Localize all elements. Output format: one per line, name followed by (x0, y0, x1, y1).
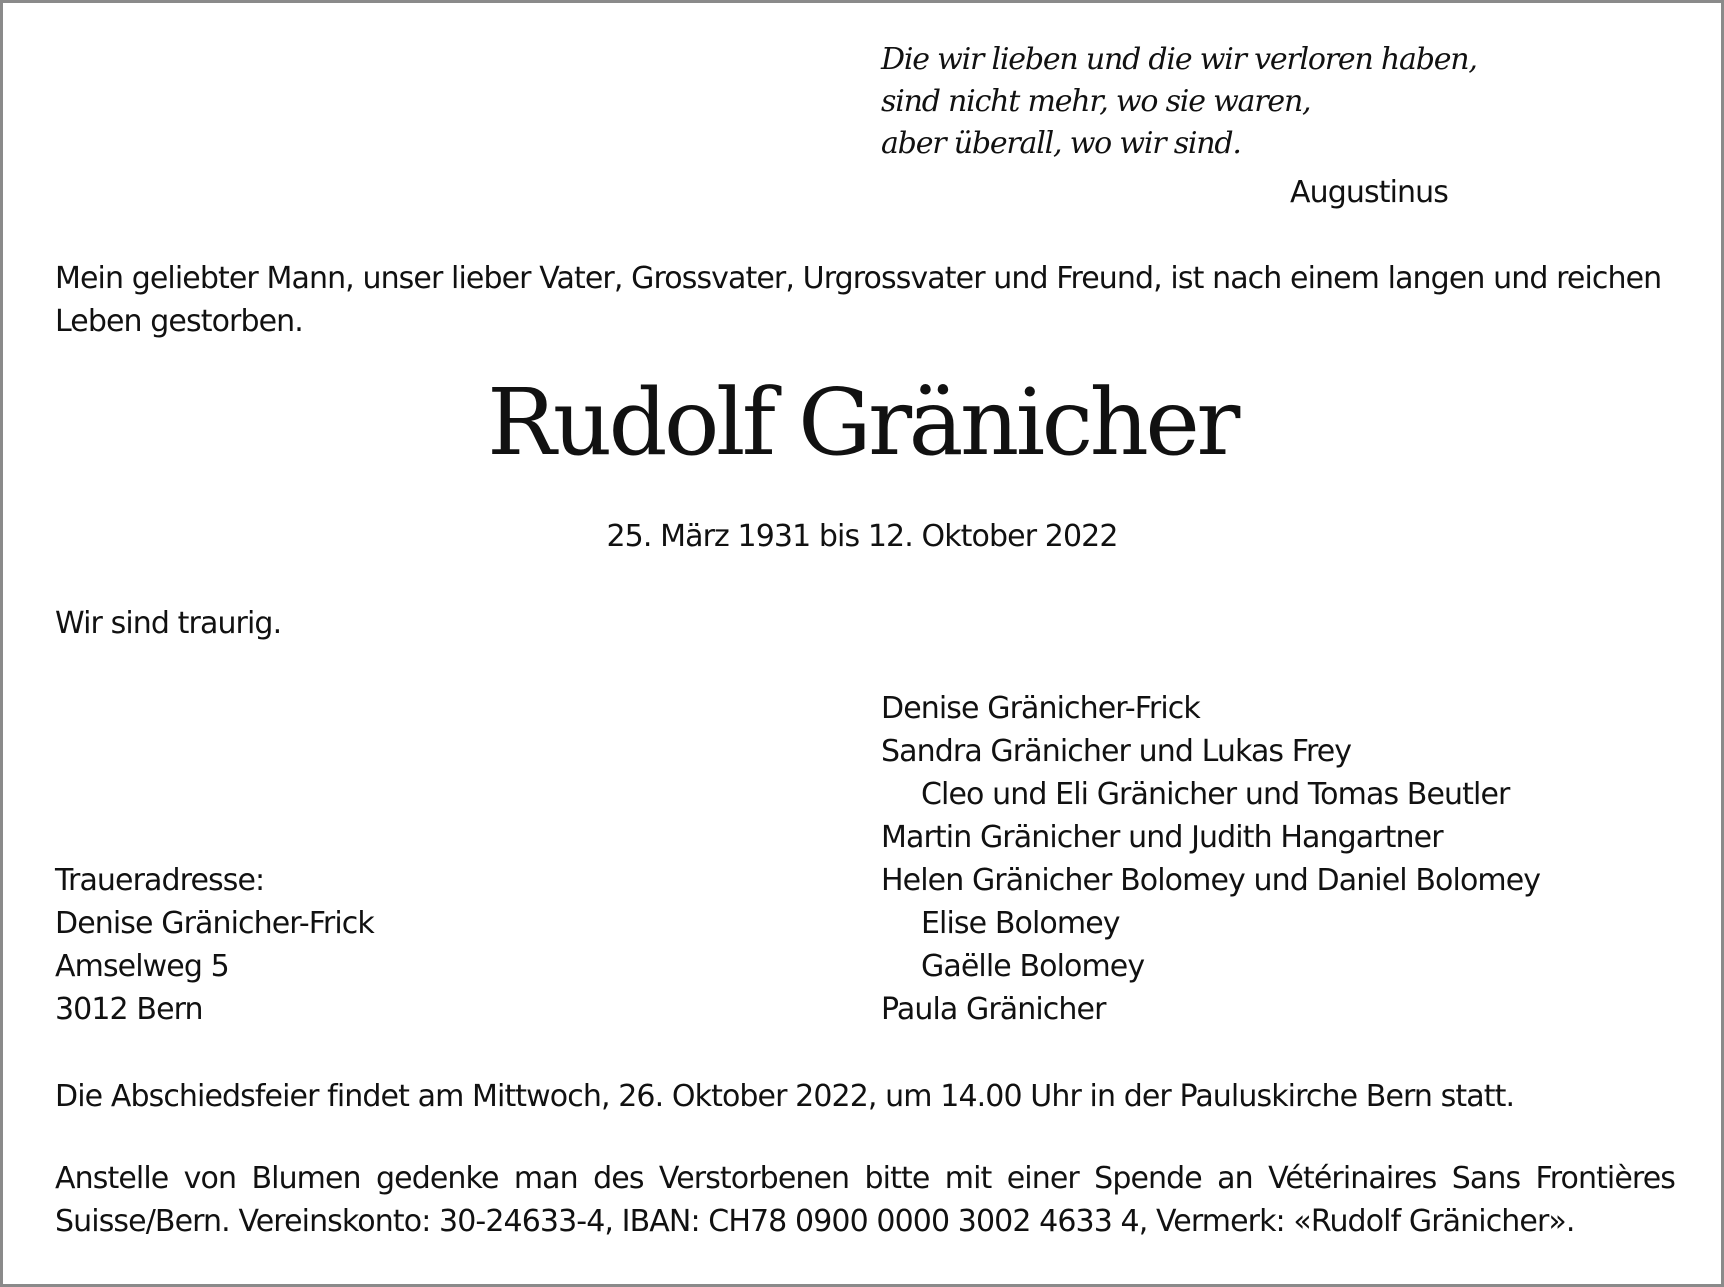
address-street: Amselweg 5 (55, 949, 229, 984)
mourners-list (881, 687, 1540, 1031)
donation-line: Anstelle von Blumen gedenke man des Verstorbenen bitte mit einer Spende an Vétérinaires Sans Frontières (55, 1161, 1675, 1196)
quote-poem (881, 39, 1477, 165)
quote-line: sind nicht mehr, wo sie waren, (881, 84, 1311, 119)
quote-author: Augustinus (1290, 175, 1448, 210)
mourning-address (55, 859, 374, 1031)
sentiment-text: Wir sind traurig. (55, 606, 282, 641)
quote-line: Die wir lieben und die wir verloren haben, (881, 42, 1477, 77)
donation-info (55, 1157, 1675, 1243)
mourner-entry: Elise Bolomey (921, 906, 1120, 941)
address-label: Traueradresse: (55, 863, 265, 898)
address-city: 3012 Bern (55, 992, 203, 1027)
deceased-name: Rudolf Gränicher (487, 369, 1237, 476)
mourner-entry: Cleo und Eli Gränicher und Tomas Beutler (921, 777, 1510, 812)
mourner-entry: Martin Gränicher und Judith Hangartner (881, 820, 1443, 855)
intro-text: Mein geliebter Mann, unser lieber Vater, Grossvater, Urgrossvater und Freund, ist nach einem langen und reichen Leben gestorben. (55, 261, 1662, 339)
ceremony-info: Die Abschiedsfeier findet am Mittwoch, 26. Oktober 2022, um 14.00 Uhr in der Pauluskirche Bern statt. (55, 1079, 1515, 1114)
life-dates: 25. März 1931 bis 12. Oktober 2022 (606, 519, 1118, 554)
address-name: Denise Gränicher-Frick (55, 906, 374, 941)
mourner-entry: Sandra Gränicher und Lukas Frey (881, 734, 1352, 769)
mourner-entry: Paula Gränicher (881, 992, 1106, 1027)
mourner-entry: Denise Gränicher-Frick (881, 691, 1200, 726)
mourner-entry: Gaëlle Bolomey (921, 949, 1145, 984)
donation-line: Suisse/Bern. Vereinskonto: 30-24633-4, IBAN: CH78 0900 0000 3002 4633 4, Vermerk: «Rudolf Gränicher». (55, 1204, 1575, 1239)
mourner-entry: Helen Gränicher Bolomey und Daniel Bolomey (881, 863, 1541, 898)
quote-line: aber überall, wo wir sind. (881, 126, 1241, 161)
